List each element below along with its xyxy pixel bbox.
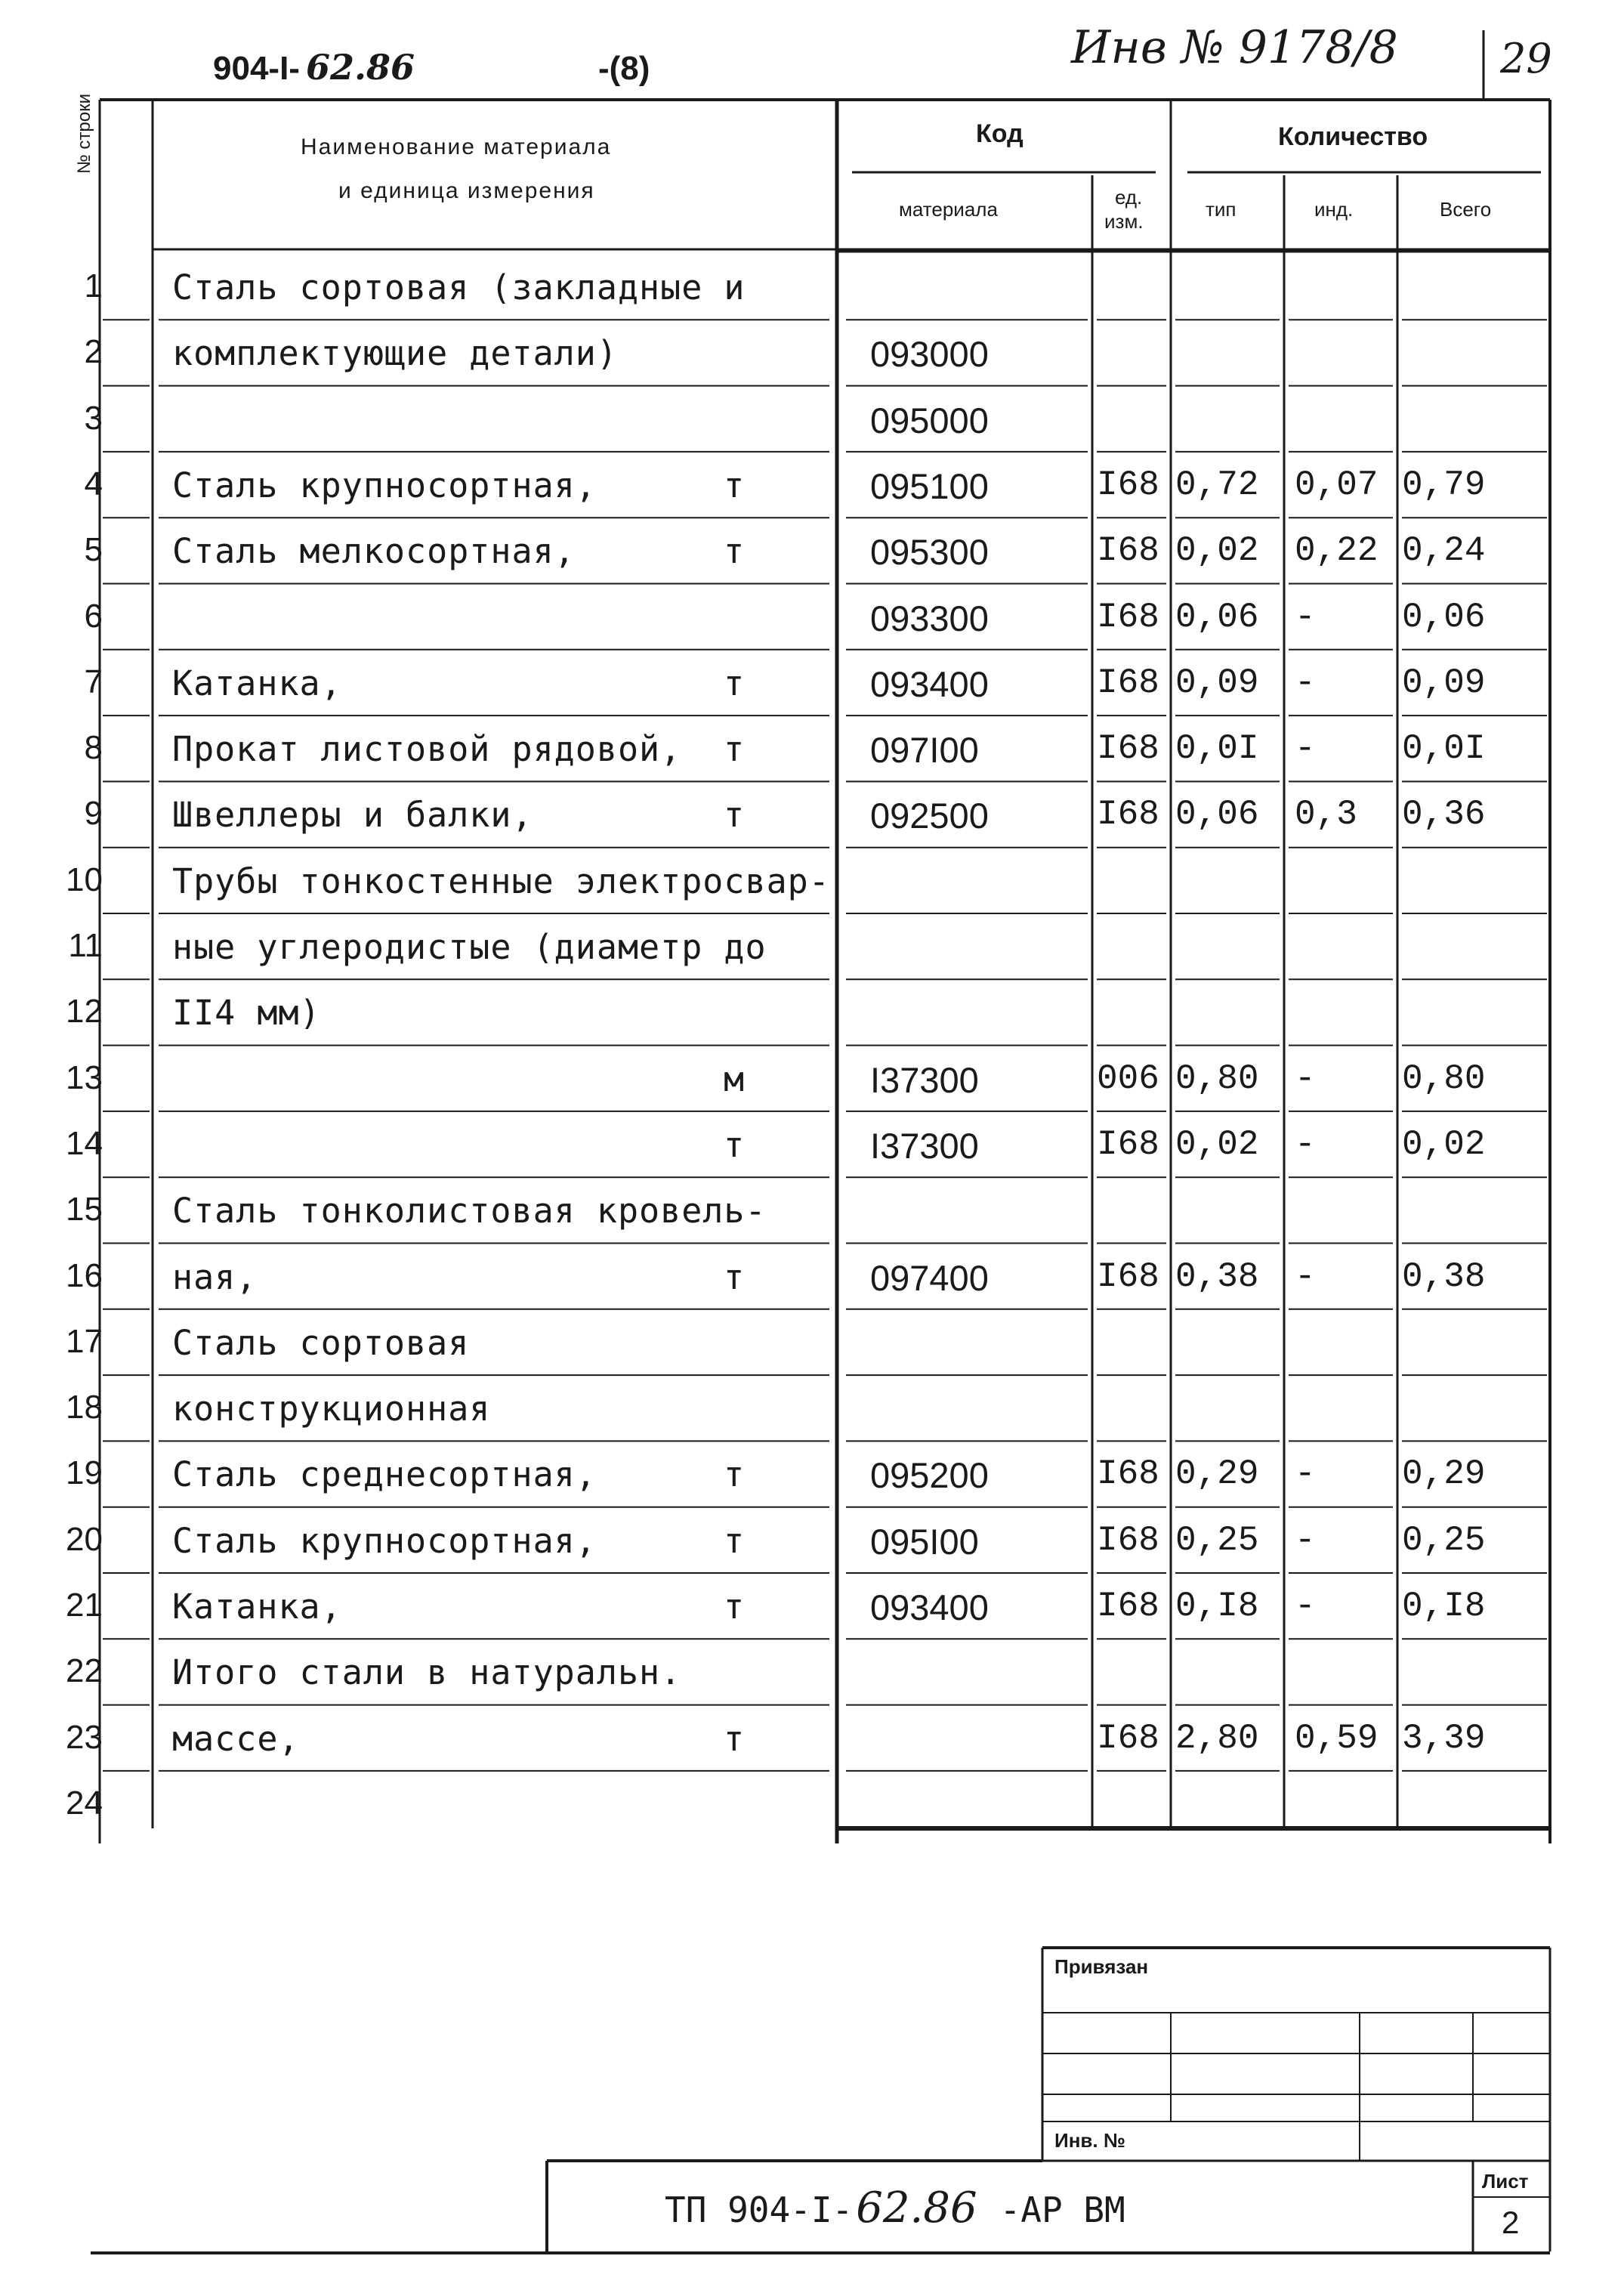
qty-total: 0,38: [1402, 1256, 1486, 1296]
row-number: 2: [84, 333, 103, 371]
qty-type-header: тип: [1206, 198, 1237, 221]
row-number: 5: [84, 531, 103, 569]
code-header: Код: [976, 119, 1023, 148]
qty-type: 0,72: [1175, 465, 1259, 505]
material-name: массе,: [172, 1718, 300, 1759]
qty-type: 0,I8: [1175, 1587, 1259, 1626]
unit-label: т: [724, 795, 746, 836]
unit-code: I68: [1097, 729, 1159, 769]
inv-number-handwritten: Инв № 9178/8: [1071, 21, 1398, 74]
doc-designation-hand: 62.86: [856, 2183, 977, 2233]
unit-code: I68: [1097, 1124, 1159, 1164]
material-name: Сталь мелкосортная,: [172, 531, 576, 572]
row-number: 20: [66, 1520, 103, 1558]
qty-total: 0,0I: [1402, 729, 1486, 769]
doc-designation-prefix: ТП 904-I-: [665, 2189, 854, 2230]
row-number: 1: [84, 267, 103, 304]
qty-type: 0,29: [1175, 1454, 1259, 1494]
qty-total: 3,39: [1402, 1718, 1486, 1758]
row-number-header: № строки: [74, 93, 94, 174]
unit-code: I68: [1097, 465, 1159, 505]
sheet-paren: -(8): [598, 50, 650, 87]
unit-code: I68: [1097, 1587, 1159, 1626]
unit-code: I68: [1097, 1520, 1159, 1560]
qty-type: 0,80: [1175, 1058, 1259, 1099]
unit-code: I68: [1097, 1718, 1159, 1758]
row-number: 14: [66, 1124, 103, 1162]
qty-type: 2,80: [1175, 1718, 1259, 1758]
material-name: Сталь крупносортная,: [172, 1520, 597, 1561]
unit-label: т: [724, 729, 746, 770]
attached-label: Привязан: [1054, 1955, 1149, 1978]
qty-ind: -: [1295, 1256, 1316, 1296]
qty-ind: -: [1295, 1454, 1316, 1494]
row-number: 16: [66, 1256, 103, 1294]
material-code: I37300: [870, 1125, 979, 1166]
qty-ind: -: [1295, 729, 1316, 769]
material-code: 093400: [870, 1587, 989, 1627]
material-code: 095I00: [870, 1521, 979, 1562]
qty-total: 0,79: [1402, 465, 1486, 505]
qty-ind: -: [1295, 597, 1316, 637]
material-code: 093300: [870, 598, 989, 638]
material-name: Катанка,: [172, 1587, 342, 1627]
code-unit-header-2: изм.: [1104, 210, 1144, 233]
material-name: Итого стали в натуральн.: [172, 1652, 682, 1693]
qty-total-header: Всего: [1440, 198, 1492, 221]
material-name: ная,: [172, 1256, 258, 1297]
unit-label: т: [724, 663, 746, 703]
qty-total: 0,02: [1402, 1124, 1486, 1164]
row-number: 19: [66, 1454, 103, 1492]
qty-type: 0,02: [1175, 531, 1259, 571]
qty-total: 0,80: [1402, 1058, 1486, 1099]
row-number: 17: [66, 1322, 103, 1360]
qty-total: 0,06: [1402, 597, 1486, 637]
material-code: 095200: [870, 1455, 989, 1496]
unit-code: I68: [1097, 531, 1159, 571]
doc-designation-suffix: -АР ВМ: [999, 2189, 1125, 2230]
material-name: Сталь тонколистовая кровель-: [172, 1191, 767, 1231]
unit-label: т: [724, 465, 746, 505]
unit-code: I68: [1097, 795, 1159, 835]
material-code: 093400: [870, 663, 989, 704]
row-number: 4: [84, 465, 103, 502]
qty-type: 0,25: [1175, 1520, 1259, 1560]
row-number: 8: [84, 729, 103, 767]
doc-code-hand: 62.86: [305, 47, 415, 88]
name-header-line2: и единица измерения: [338, 178, 595, 203]
unit-code: 006: [1097, 1058, 1159, 1099]
qty-type: 0,09: [1175, 663, 1259, 703]
qty-header: Количество: [1278, 122, 1428, 151]
row-number: 13: [66, 1058, 103, 1096]
sheet-label: Лист: [1482, 2170, 1529, 2193]
material-name: Сталь сортовая: [172, 1322, 470, 1363]
qty-type: 0,02: [1175, 1124, 1259, 1164]
sheet-number: 2: [1502, 2205, 1520, 2240]
row-number: 18: [66, 1389, 103, 1426]
qty-ind: 0,59: [1295, 1718, 1379, 1758]
doc-code-print: 904-I-: [213, 50, 300, 87]
material-name: Швеллеры и балки,: [172, 795, 533, 836]
unit-label: т: [724, 1256, 746, 1297]
row-number: 21: [66, 1587, 103, 1624]
qty-ind: -: [1295, 1520, 1316, 1560]
qty-type: 0,0I: [1175, 729, 1259, 769]
unit-code: I68: [1097, 663, 1159, 703]
material-name: Сталь среднесортная,: [172, 1454, 597, 1495]
qty-ind-header: инд.: [1314, 198, 1354, 221]
material-name: Прокат листовой рядовой,: [172, 729, 682, 770]
unit-label: т: [724, 1587, 746, 1627]
row-number: 7: [84, 663, 103, 700]
unit-label: т: [724, 531, 746, 572]
qty-total: 0,24: [1402, 531, 1486, 571]
material-name: Трубы тонкостенные электросвар-: [172, 861, 830, 901]
qty-ind: -: [1295, 1587, 1316, 1626]
code-material-header: материала: [899, 198, 998, 221]
row-number: 6: [84, 597, 103, 635]
qty-total: 0,25: [1402, 1520, 1486, 1560]
material-code: 095300: [870, 532, 989, 573]
material-name: ные углеродистые (диаметр до: [172, 927, 767, 967]
row-number: 15: [66, 1191, 103, 1228]
row-number: 10: [66, 861, 103, 898]
unit-code: I68: [1097, 1454, 1159, 1494]
qty-total: 0,09: [1402, 663, 1486, 703]
row-number: 9: [84, 795, 103, 833]
material-code: 092500: [870, 796, 989, 836]
qty-ind: 0,3: [1295, 795, 1357, 835]
row-number: 24: [66, 1784, 103, 1822]
qty-type: 0,38: [1175, 1256, 1259, 1296]
qty-ind: -: [1295, 1124, 1316, 1164]
qty-total: 0,29: [1402, 1454, 1486, 1494]
material-code: I37300: [870, 1059, 979, 1100]
name-header-line1: Наименование материала: [301, 134, 612, 159]
material-name: комплектующие детали): [172, 333, 618, 374]
row-number: 11: [68, 927, 103, 964]
unit-label: т: [724, 1718, 746, 1759]
row-number: 22: [66, 1652, 103, 1690]
material-code: 097I00: [870, 730, 979, 771]
material-name: Сталь крупносортная,: [172, 465, 597, 505]
unit-label: т: [724, 1520, 746, 1561]
material-code: 095000: [870, 400, 989, 440]
qty-total: 0,I8: [1402, 1587, 1486, 1626]
code-unit-header-1: ед.: [1115, 186, 1143, 209]
row-number: 3: [84, 399, 103, 437]
qty-type: 0,06: [1175, 597, 1259, 637]
qty-ind: -: [1295, 663, 1316, 703]
unit-code: I68: [1097, 1256, 1159, 1296]
row-number: 12: [66, 993, 103, 1031]
unit-label: м: [724, 1058, 746, 1099]
unit-label: т: [724, 1454, 746, 1495]
material-code: 097400: [870, 1257, 989, 1298]
row-number: 23: [66, 1718, 103, 1756]
unit-code: I68: [1097, 597, 1159, 637]
unit-label: т: [724, 1124, 746, 1165]
qty-ind: 0,07: [1295, 465, 1379, 505]
material-name: Катанка,: [172, 663, 342, 703]
material-name: Сталь сортовая (закладные и: [172, 267, 746, 307]
qty-ind: 0,22: [1295, 531, 1379, 571]
material-name: II4 мм): [172, 993, 321, 1034]
doc-designation: [665, 2183, 1125, 2233]
page-number-handwritten: 29: [1500, 35, 1552, 82]
qty-ind: -: [1295, 1058, 1316, 1099]
material-code: 093000: [870, 334, 989, 375]
qty-total: 0,36: [1402, 795, 1486, 835]
inv-no-label: Инв. №: [1054, 2129, 1125, 2152]
material-code: 095100: [870, 465, 989, 506]
material-name: конструкционная: [172, 1389, 491, 1429]
qty-type: 0,06: [1175, 795, 1259, 835]
